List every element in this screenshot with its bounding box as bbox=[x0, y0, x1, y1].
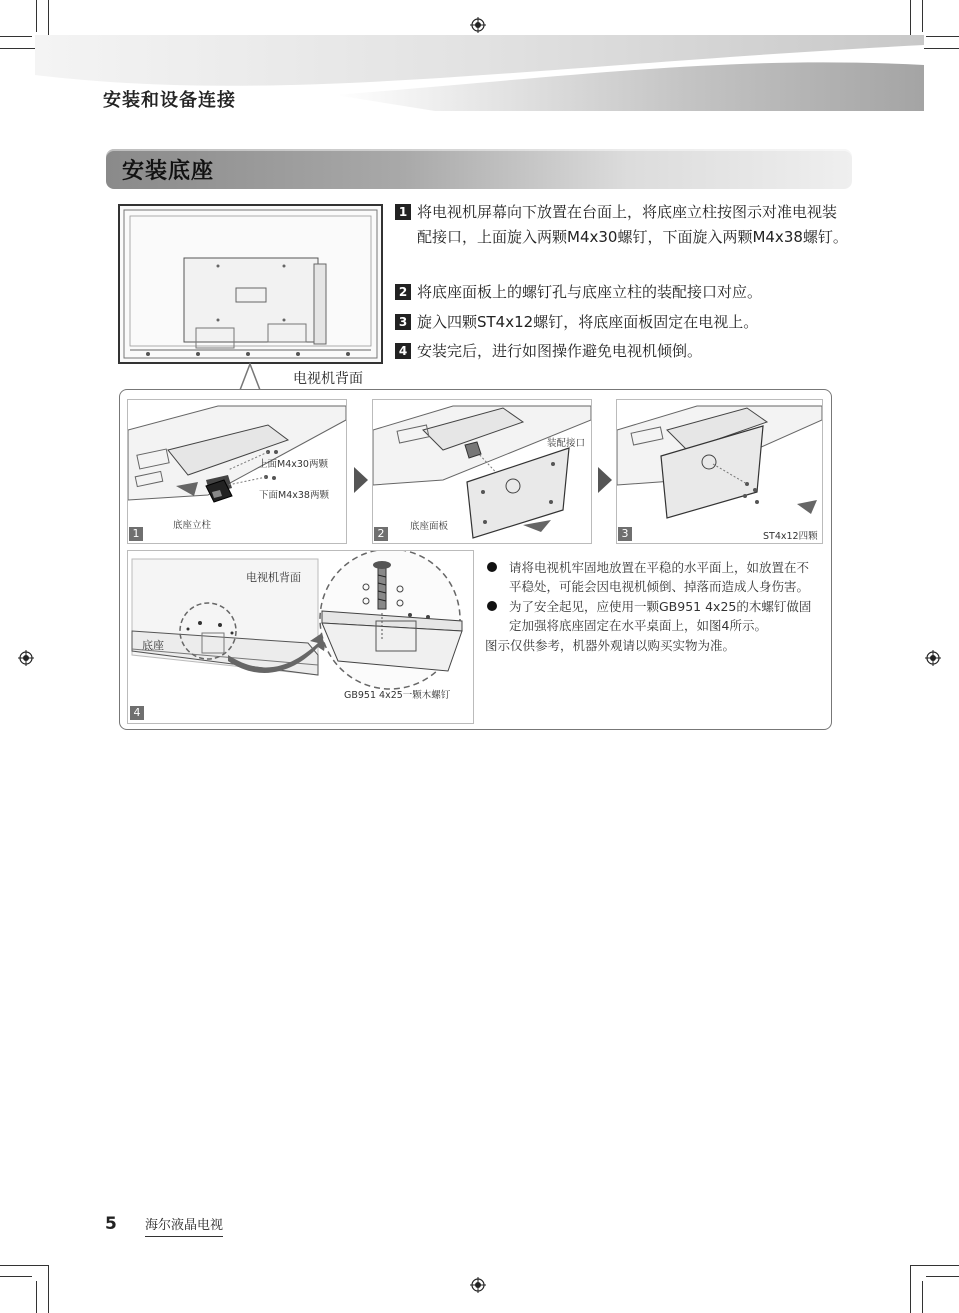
tv-back-illustration bbox=[118, 204, 383, 364]
step-number: 4 bbox=[395, 343, 411, 359]
base-panel-label: 底座面板 bbox=[410, 521, 449, 532]
panel-4 bbox=[127, 550, 474, 724]
base-label: 底座 bbox=[142, 639, 164, 652]
crop-mark bbox=[0, 1276, 32, 1277]
step-text: 将底座面板上的螺钉孔与底座立柱的装配接口对应。 bbox=[417, 283, 763, 301]
panel-3-illustration bbox=[617, 400, 822, 543]
section-heading: 安装和设备连接 bbox=[103, 90, 236, 111]
arrow-right-icon bbox=[598, 467, 612, 493]
crop-mark bbox=[0, 1265, 48, 1266]
crop-mark bbox=[910, 1265, 911, 1313]
crop-mark bbox=[926, 1276, 959, 1277]
tv-back-caption: 电视机背面 bbox=[293, 371, 363, 387]
bottom-screws-label: 下面M4x38两颗 bbox=[259, 490, 329, 501]
tv-back-label: 电视机背面 bbox=[246, 571, 301, 584]
step-number: 1 bbox=[395, 204, 411, 220]
page-number: 5 bbox=[105, 1214, 117, 1234]
step-number: 2 bbox=[395, 284, 411, 300]
title-bar bbox=[106, 149, 852, 189]
step-text: 旋入四颗ST4x12螺钉，将底座面板固定在电视上。 bbox=[417, 313, 759, 331]
crop-mark bbox=[922, 1281, 923, 1313]
st-screws-label: ST4x12四颗 bbox=[763, 531, 818, 542]
registration-mark-icon bbox=[470, 17, 486, 33]
panel-number: 3 bbox=[618, 527, 632, 541]
step-text: 安装完后，进行如图操作避免电视机倾倒。 bbox=[417, 342, 703, 360]
arrow-right-icon bbox=[354, 467, 368, 493]
crop-mark bbox=[36, 1281, 37, 1313]
registration-mark-icon bbox=[470, 1277, 486, 1293]
panel-1-illustration bbox=[128, 400, 346, 543]
crop-mark bbox=[926, 36, 959, 37]
safety-notes bbox=[485, 558, 815, 655]
panel-1 bbox=[127, 399, 347, 544]
crop-mark bbox=[0, 36, 32, 37]
panel-3 bbox=[616, 399, 823, 544]
stand-post-label: 底座立柱 bbox=[173, 520, 212, 531]
panel-2-illustration bbox=[373, 400, 591, 543]
mount-interface-label: 装配接口 bbox=[547, 438, 586, 449]
step-1 bbox=[395, 200, 850, 250]
footer-brand: 海尔液晶电视 bbox=[145, 1214, 223, 1237]
top-screws-label: 上面M4x30两颗 bbox=[258, 459, 328, 470]
panel-2 bbox=[372, 399, 592, 544]
disclaimer: 图示仅供参考，机器外观请以购买实物为准。 bbox=[485, 638, 736, 653]
panel-number: 4 bbox=[130, 706, 144, 720]
crop-mark bbox=[48, 1265, 49, 1313]
step-text: 将电视机屏幕向下放置在台面上，将底座立柱按图示对准电视装配接口，上面旋入两颗M4x30螺钉，下面旋入两颗M4x38螺钉。 bbox=[417, 203, 848, 246]
safety-note: 为了安全起见，应使用一颗GB951 4x25的木螺钉做固定加强将底座固定在水平桌面上，如图4所示。 bbox=[485, 597, 815, 635]
step-2 bbox=[395, 280, 850, 305]
panel-number: 1 bbox=[129, 527, 143, 541]
safety-note: 请将电视机牢固地放置在平稳的水平面上，如放置在不平稳处，可能会因电视机倾倒、掉落而造成人身伤害。 bbox=[485, 558, 815, 596]
registration-mark-icon bbox=[925, 650, 941, 666]
wood-screw-label: GB951 4x25一颗木螺钉 bbox=[344, 690, 451, 701]
registration-mark-icon bbox=[18, 650, 34, 666]
page-title: 安装底座 bbox=[122, 159, 215, 184]
step-3 bbox=[395, 310, 850, 335]
step-number: 3 bbox=[395, 314, 411, 330]
crop-mark bbox=[922, 0, 923, 32]
crop-mark bbox=[36, 0, 37, 32]
panel-number: 2 bbox=[374, 527, 388, 541]
step-4 bbox=[395, 339, 850, 364]
callout-pointer bbox=[238, 362, 268, 392]
crop-mark bbox=[910, 1265, 959, 1266]
